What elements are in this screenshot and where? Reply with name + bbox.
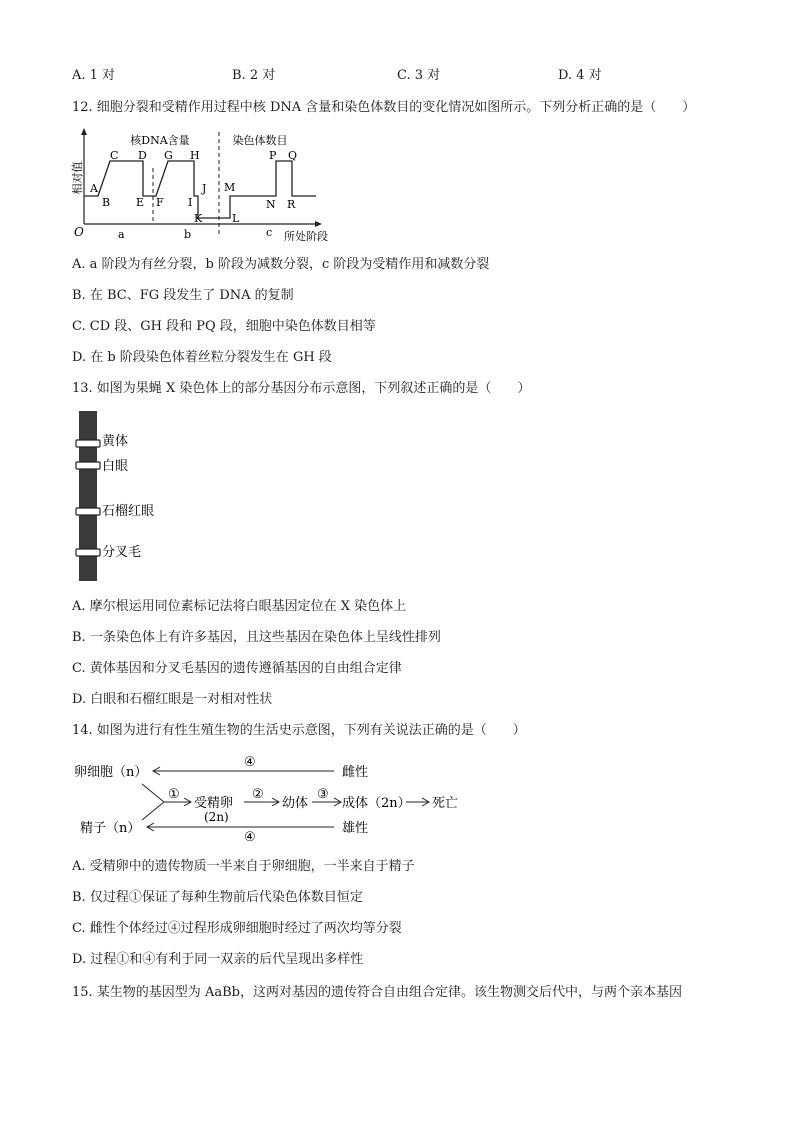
x-axis-label: 所处阶段 — [284, 230, 328, 243]
female-label: 雌性 — [342, 765, 369, 780]
point-q: Q — [288, 149, 298, 162]
egg-label: 卵细胞（n） — [74, 765, 148, 780]
q13-option-a: A. 摩尔根运用同位素标记法将白眼基因定位在 X 染色体上 — [72, 599, 407, 614]
step3: ③ — [317, 787, 329, 802]
point-a: A — [90, 182, 98, 195]
point-b: B — [102, 196, 111, 209]
male-label: 雄性 — [342, 821, 369, 836]
q13-option-b: B. 一条染色体上有许多基因，且这些基因在染色体上呈线性排列 — [72, 630, 441, 645]
point-j: J — [202, 182, 207, 195]
stage-c: c — [266, 226, 273, 239]
gene-label-yellow-body: 黄体 — [102, 434, 129, 449]
zygote-label: 受精卵 — [194, 796, 234, 811]
section-dna-label: 核DNA含量 — [130, 134, 190, 147]
q14-option-d: D. 过程①和④有利于同一双亲的后代呈现出多样性 — [72, 952, 364, 967]
point-g: G — [164, 149, 173, 162]
larva-label: 幼体 — [282, 796, 309, 811]
stage-b: b — [184, 228, 192, 241]
section-chromosome-label: 染色体数目 — [232, 134, 288, 147]
q12-option-a: A. a 阶段为有丝分裂，b 阶段为减数分裂，c 阶段为受精作用和减数分裂 — [72, 257, 490, 272]
stage-a: a — [118, 228, 125, 241]
life-cycle-diagram — [72, 750, 472, 842]
point-m: M — [224, 181, 236, 194]
q11-option-b: B. 2 对 — [232, 68, 276, 83]
point-r: R — [287, 198, 296, 211]
point-h: H — [190, 149, 200, 162]
step4-bottom: ④ — [244, 830, 256, 842]
q13-stem: 13. 如图为果蝇 X 染色体上的部分基因分布示意图，下列叙述正确的是（ ） — [72, 381, 531, 396]
point-l: L — [232, 212, 240, 225]
q14-stem: 14. 如图为进行有性生殖生物的生活史示意图，下列有关说法正确的是（ ） — [72, 723, 526, 738]
q15-stem: 15. 某生物的基因型为 AaBb，这两对基因的遗传符合自由组合定律。该生物测交后代中，与两个亲本基因 — [72, 985, 682, 1000]
step1: ① — [168, 787, 180, 802]
q12-option-d: D. 在 b 阶段染色体着丝粒分裂发生在 GH 段 — [72, 350, 332, 365]
gene-label-forked-bristle: 分叉毛 — [102, 545, 142, 560]
point-d: D — [138, 149, 147, 162]
point-e: E — [136, 196, 145, 209]
step2: ② — [252, 787, 264, 802]
q12-option-c: C. CD 段、GH 段和 PQ 段，细胞中染色体数目相等 — [72, 319, 376, 334]
q12-option-b: B. 在 BC、FG 段发生了 DNA 的复制 — [72, 288, 294, 303]
gene-label-white-eye: 白眼 — [102, 459, 129, 474]
step4-top: ④ — [244, 755, 256, 770]
point-n: N — [266, 198, 276, 211]
origin-label: O — [74, 225, 84, 239]
point-i: I — [188, 196, 193, 209]
point-k: K — [194, 212, 203, 225]
gene-label-garnet-eye: 石榴红眼 — [102, 504, 155, 519]
adult-label: 成体（2n） — [342, 796, 411, 811]
q12-dna-chromosome-graph — [70, 128, 345, 246]
sperm-label: 精子（n） — [80, 821, 141, 836]
point-f: F — [156, 196, 164, 209]
death-label: 死亡 — [432, 796, 459, 811]
q14-option-a: A. 受精卵中的遗传物质一半来自于卵细胞，一半来自于精子 — [72, 859, 415, 874]
zygote-ploidy: (2n) — [204, 810, 229, 824]
y-axis-label: 相对值 — [71, 161, 84, 195]
point-c: C — [110, 149, 119, 162]
q14-option-c: C. 雌性个体经过④过程形成卵细胞时经过了两次均等分裂 — [72, 921, 402, 936]
x-chromosome-diagram — [74, 409, 194, 584]
q14-option-b: B. 仅过程①保证了每种生物前后代染色体数目恒定 — [72, 890, 363, 905]
q11-option-a: A. 1 对 — [72, 68, 116, 83]
q13-option-d: D. 白眼和石榴红眼是一对相对性状 — [72, 692, 273, 707]
q12-stem: 12. 细胞分裂和受精作用过程中核 DNA 含量和染色体数目的变化情况如图所示。下列分析正确的是（ ） — [72, 100, 696, 115]
q13-option-c: C. 黄体基因和分叉毛基因的遗传遵循基因的自由组合定律 — [72, 661, 402, 676]
q11-option-d: D. 4 对 — [558, 68, 602, 83]
q11-option-c: C. 3 对 — [397, 68, 441, 83]
point-p: P — [269, 149, 277, 162]
